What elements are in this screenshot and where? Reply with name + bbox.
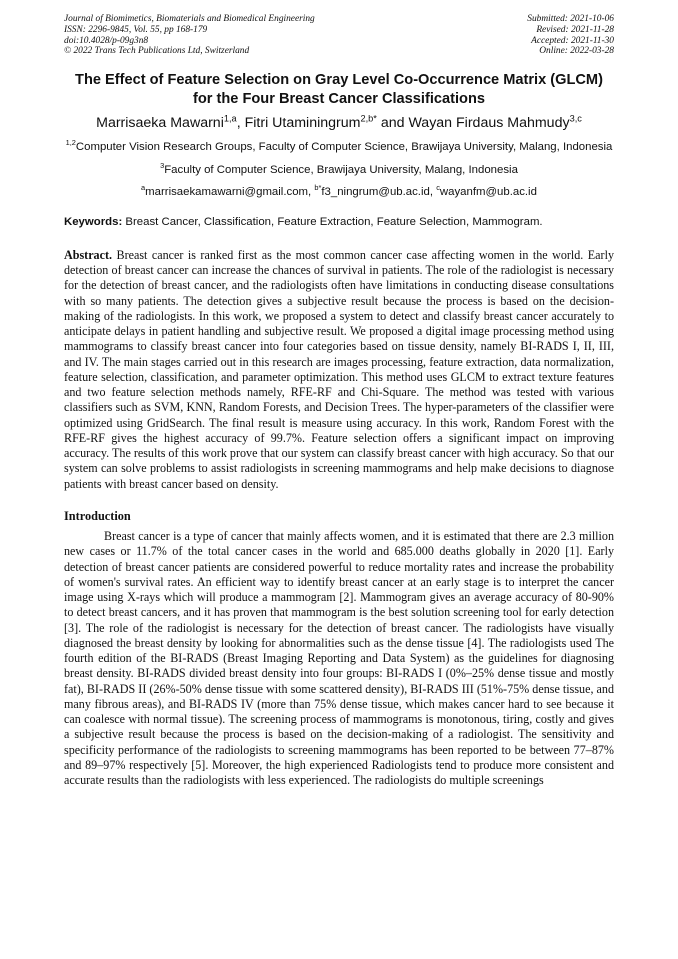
paper-title: The Effect of Feature Selection on Gray Level Co-Occurrence Matrix (GLCM) for the Four Breast Cancer Classifications xyxy=(75,72,603,108)
keywords-label: Keywords: xyxy=(64,216,123,229)
abstract xyxy=(64,248,614,492)
journal-issn: ISSN: 2296-9845, Vol. 55, pp 168-179 xyxy=(64,24,208,35)
author-emails xyxy=(64,185,614,199)
date-accepted: Accepted: 2021-11-30 xyxy=(531,35,614,46)
affiliation xyxy=(64,160,614,177)
publication-dates xyxy=(527,14,614,57)
journal-doi: doi:10.4028/p-09g3n8 xyxy=(64,35,149,46)
email-separator: , xyxy=(308,186,315,198)
author-list xyxy=(64,114,614,132)
email-address: wayanfm@ub.ac.id xyxy=(439,186,537,198)
email-mark: b* xyxy=(314,183,322,193)
journal-info xyxy=(64,14,315,57)
introduction-paragraph: Breast cancer is a type of cancer that mainly affects women, and it is estimated that there are 2.3 million new cases or 11.7% of the total cancer cases in the world and 685.000 deaths globally in 2020 [1]. Early detection of breast cancer patients are considered powerful to reduce mortality rates and increase the probability of women's survival rates. An efficient way to identify breast cancer at an early stage is to interpret the cancer image using X-rays which will produce a mammogram [2]. Mammogram gives an average accuracy of 80-90% to detect breast cancers, and it has proven that mammogram is the best solution screening tool for early detection [3]. The role of the radiologist is necessary for the detection of breast cancer. The radiologists have visually diagnosed the breast density by looking for abnormalities such as the dense tissue [4]. The radiologists used The fourth edition of the BI-RADS (Breast Imaging Reporting and Data System) as the guidelines for diagnosing breast density. BI-RADS divided breast density into four groups: BI-RADS I (0%–25% dense tissue and mostly fat), BI-RADS II (26%-50% dense tissue with some scattered density), BI-RADS III (51%-75% dense tissue, and many fibrous areas), and BI-RADS IV (more than 75% dense tissue, which makes cancer hard to see because it can coalesce with normal tissue). The screening process of mammograms is monotonous, tiring, costly and gives a subjective result because the process is based on the decision-making of a radiologist. The sensitivity and specificity performance of the radiologists to screening mammograms has been reported to be between 77–87% and 89–97% respectively [5]. Moreover, the high experienced Radiologists tend to produce more consistent and accurate results than the radiologists with less experienced. The radiologists do multiple screenings xyxy=(64,529,614,788)
abstract-text: Breast cancer is ranked first as the most common cancer case affecting women in the world. Early detection of breast cancer can increase the chances of survival in patients. The role of the radiologist is necessary for the detection of breast cancer, and the radiologists often have limitations in conducting disease consultations with so many patients. The detection gives a subjective result because the process is based on the decision-making of the radiologists. In this work, we proposed a system to detect and classify breast cancer accurately to anticipate delays in patient handling and subjective result. We proposed a digital image processing method using mammograms to classify breast cancer into four categories based on tissue density, namely BI-RADS I, II, III, and IV. The main stages carried out in this research are images processing, feature extraction, data normalization, feature selection, classification, and parameter optimization. This method uses GLCM to extract texture features and two feature selection methods namely, RFE-RF and Chi-Square. The method was tested with various classifiers such as SVM, KNN, Random Forests, and Decision Trees. The hyper-parameters of the classifier were optimized using GridSearch. The final result is measure using accuracy. In this work, Random Forest with the RFE-RF gives the highest accuracy of 99.7%. Feature selection offers a significant impact on improving accuracy. The results of this work prove that our system can classify breast cancer with high accuracy. So that our system can solve problems to assist radiologists in screening mammograms and help make decisions to diagnose patients with breast cancer based on density. xyxy=(64,247,614,491)
abstract-label: Abstract. xyxy=(64,247,113,262)
date-online: Online: 2022-03-28 xyxy=(539,46,614,57)
email-address: marrisaekamawarni@gmail.com xyxy=(145,186,309,198)
keywords xyxy=(64,215,614,229)
affiliation-mark: 1,2 xyxy=(65,138,76,148)
email-separator: , xyxy=(429,186,437,198)
journal-name: Journal of Biomimetics, Biomaterials and Biomedical Engineering xyxy=(64,14,315,24)
affiliation-text: Faculty of Computer Science, Brawijaya University, Malang, Indonesia xyxy=(164,163,518,176)
author-separator: , xyxy=(236,115,245,132)
author-affiliation-mark: 1,a xyxy=(223,113,237,124)
email-address: f3_ningrum@ub.ac.id xyxy=(321,186,430,198)
author-name: Marrisaeka Mawarni xyxy=(96,115,224,132)
author-name: Wayan Firdaus Mahmudy xyxy=(408,115,570,132)
author-affiliation-mark: 3,c xyxy=(569,113,582,124)
affiliation xyxy=(64,140,614,154)
email-mark: c xyxy=(436,183,440,193)
date-revised: Revised: 2021-11-28 xyxy=(536,24,614,35)
journal-copyright: © 2022 Trans Tech Publications Ltd, Switzerland xyxy=(64,46,250,57)
section-heading-introduction: Introduction xyxy=(64,508,131,523)
email-mark: a xyxy=(141,183,146,193)
author-name: Fitri Utaminingrum xyxy=(244,115,361,132)
author-affiliation-mark: 2,b* xyxy=(360,113,377,124)
affiliation-mark: 3 xyxy=(160,160,165,170)
author-separator: and xyxy=(376,115,409,132)
journal-header xyxy=(64,14,614,57)
keywords-text: Breast Cancer, Classification, Feature Extraction, Feature Selection, Mammogram. xyxy=(122,216,543,229)
affiliation-text: Computer Vision Research Groups, Faculty of Computer Science, Brawijaya University, Malang, Indonesia xyxy=(75,141,613,154)
date-submitted: Submitted: 2021-10-06 xyxy=(527,14,614,24)
